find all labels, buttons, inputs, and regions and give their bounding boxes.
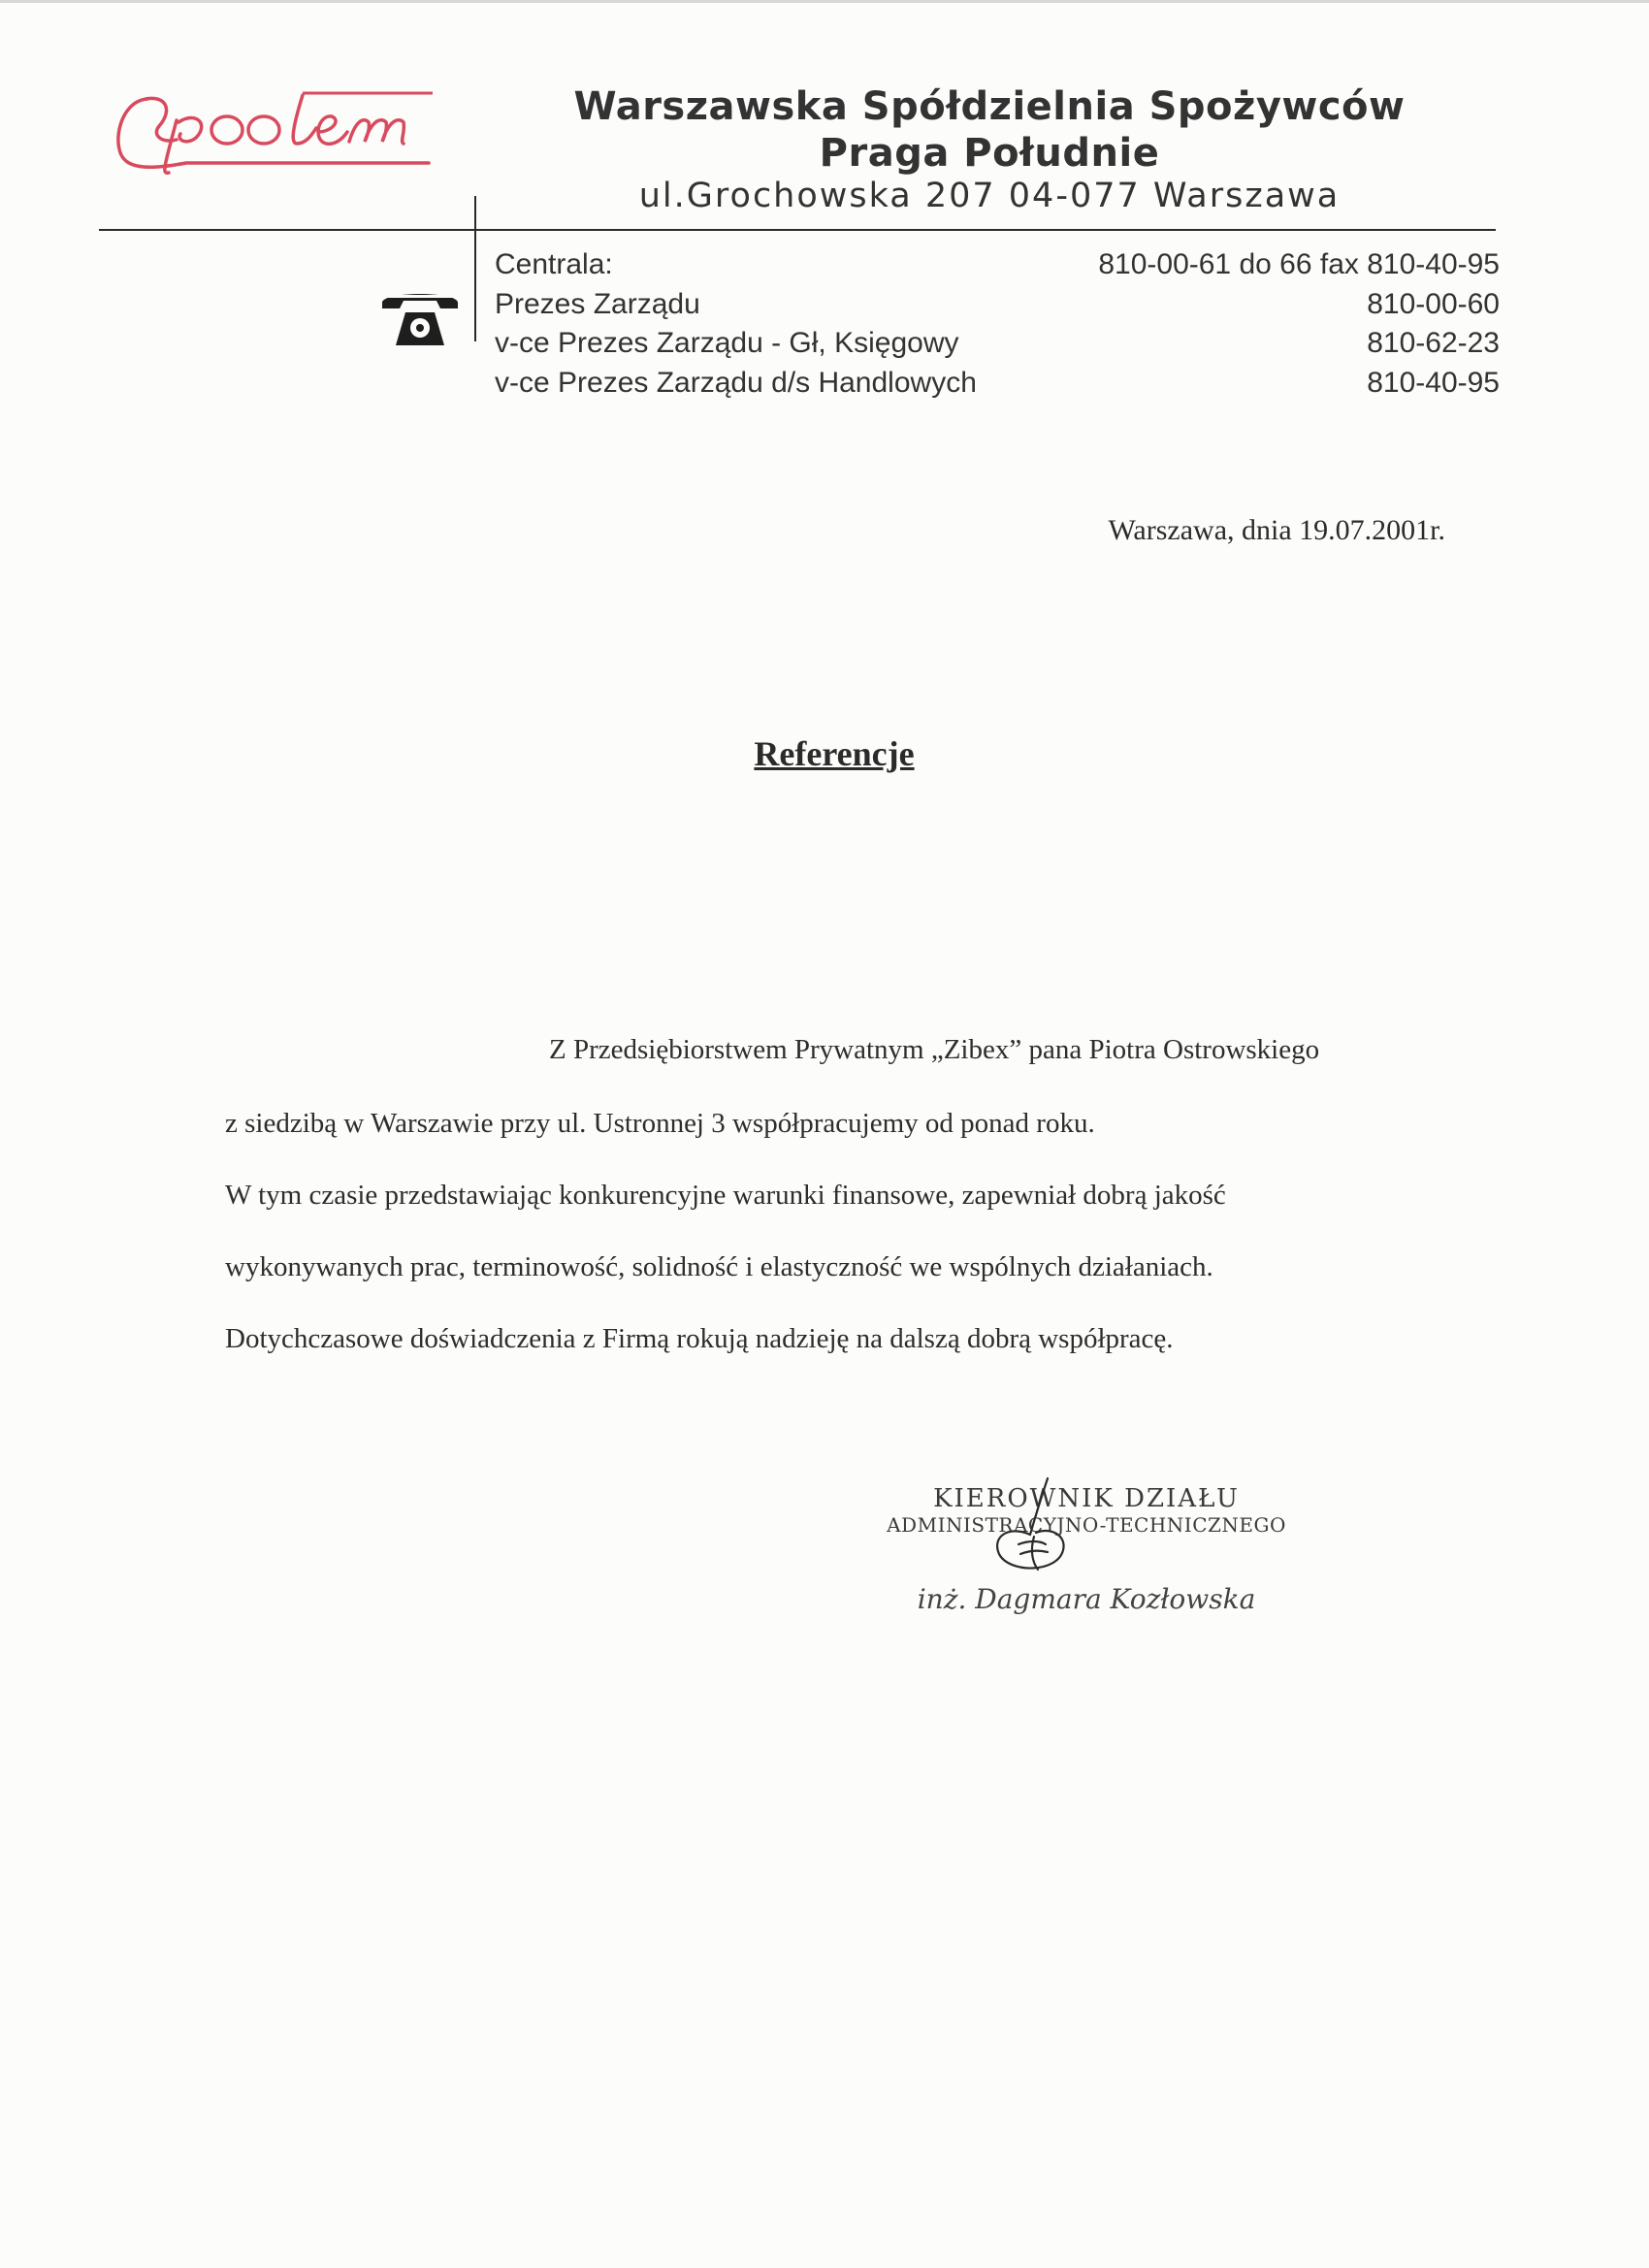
body-line: Z Przedsiębiorstwem Prywatnym „Zibex” pana Piotra Ostrowskiego xyxy=(549,1034,1320,1065)
org-name-line1: Warszawska Spółdzielnia Spożywców xyxy=(573,84,1406,129)
letter-date: Warszawa, dnia 19.07.2001r. xyxy=(1108,514,1445,546)
stamp-title-line2: ADMINISTRACYJNO-TECHNICZNEGO xyxy=(887,1513,1286,1537)
contact-label: Centrala: xyxy=(495,248,613,280)
scan-edge xyxy=(0,0,1649,3)
handwritten-signature xyxy=(980,1473,1086,1589)
contact-number: 810-62-23 xyxy=(1367,327,1500,359)
contact-row xyxy=(495,367,1500,405)
contact-number: 810-00-60 xyxy=(1367,288,1500,320)
telephone-icon xyxy=(378,287,462,347)
contact-row xyxy=(495,248,1500,287)
contact-label: v-ce Prezes Zarządu - Gł, Księgowy xyxy=(495,327,959,359)
org-address: ul.Grochowska 207 04-077 Warszawa xyxy=(638,177,1341,215)
body-line: wykonywanych prac, terminowość, solidność i elastyczność we wspólnych działaniach. xyxy=(225,1251,1213,1282)
body-line: z siedzibą w Warszawie przy ul. Ustronnej 3 współpracujemy od ponad roku. xyxy=(225,1108,1095,1139)
spolem-logo xyxy=(109,81,438,178)
header-divider xyxy=(99,229,1496,231)
contact-number: 810-00-61 do 66 fax 810-40-95 xyxy=(1098,248,1500,280)
organization-name xyxy=(485,83,1494,177)
contact-label: Prezes Zarządu xyxy=(495,288,700,320)
contact-row xyxy=(495,288,1500,327)
body-line: Dotychczasowe doświadczenia z Firmą rokują nadzieję na dalszą dobrą współpracę. xyxy=(225,1323,1174,1354)
body-line: W tym czasie przedstawiając konkurencyjne warunki finansowe, zapewniał dobrą jakość xyxy=(225,1180,1226,1211)
contact-row xyxy=(495,327,1500,366)
contact-label: v-ce Prezes Zarządu d/s Handlowych xyxy=(495,367,977,399)
header-vertical-divider xyxy=(474,196,476,341)
org-name-line2: Praga Południe xyxy=(819,131,1160,176)
stamp-title-line1: KIEROWNIK DZIAŁU xyxy=(933,1484,1240,1513)
signatory-name: inż. Dagmara Kozłowska xyxy=(917,1583,1256,1615)
contact-number: 810-40-95 xyxy=(1367,367,1500,399)
letter-heading: Referencje xyxy=(754,734,915,773)
